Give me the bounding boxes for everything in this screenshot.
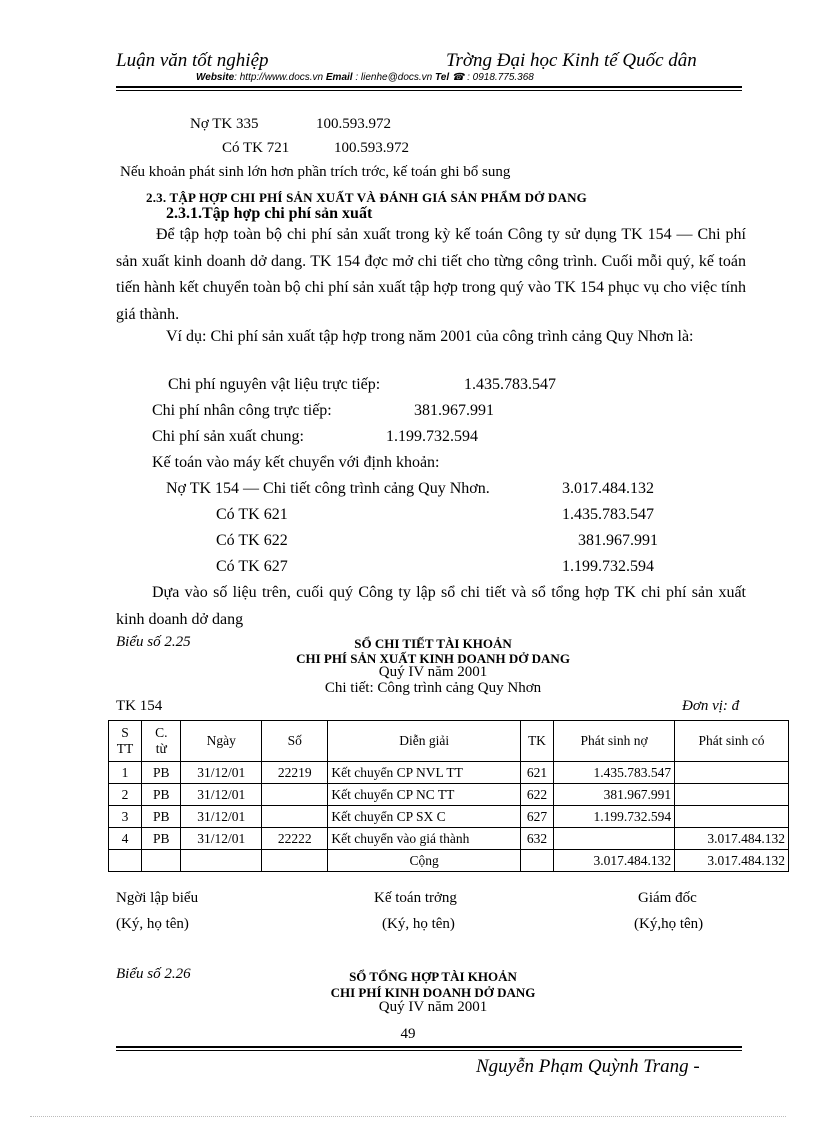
cost-amount-labor: 381.967.991: [414, 402, 494, 419]
cell-number: [262, 806, 328, 828]
email-value[interactable]: : lienhe@docs.vn: [355, 72, 433, 83]
posting-credit-627: Có TK 627: [216, 558, 288, 575]
cost-amount-general: 1.199.732.594: [386, 428, 478, 445]
paragraph-2: Ví dụ: Chi phí sản xuất tập hợp trong năm 2001 của công trình cảng Quy Nhơn là:: [166, 328, 694, 345]
entry-debit-335: Nợ TK 335: [190, 116, 259, 132]
form-225-title-2: CHI PHÍ SẢN XUẤT KINH DOANH DỞ DANG: [296, 651, 570, 666]
tel-label: Tel: [435, 72, 450, 83]
cost-label-labor: Chi phí nhân công trực tiếp:: [152, 402, 332, 419]
cell-credit: [675, 762, 789, 784]
cell-stt: 1: [109, 762, 142, 784]
phone-icon: ☎: [451, 72, 465, 83]
form-226-title-2: CHI PHÍ KINH DOANH DỞ DANG: [330, 985, 536, 1000]
signature-preparer: Ngời lập biểu: [116, 890, 199, 906]
posting-credit-627-amount: 1.199.732.594: [562, 558, 654, 575]
paragraph-1: Để tập hợp toàn bộ chi phí sản xuất trong kỳ kế toán Công ty sử dụng TK 154 — Chi phí sản xuất kinh doanh dở dang. TK 154 đợc mở chi tiết cho từng công trình. Cuối mỗi quý, kế toán tiến hành kết chuyển toàn bộ chi phí sản xuất tập hợp trong quý vào TK 154 phục vụ cho việc tính giá thành.: [116, 226, 746, 323]
form-226-title-1: SỔ TỔNG HỢP TÀI KHOẢN: [349, 969, 517, 984]
form-225-title-3: Quý IV năm 2001: [378, 664, 488, 680]
posting-credit-622-amount: 381.967.991: [578, 532, 658, 549]
cell-number: 22219: [262, 762, 328, 784]
form-225-title-1: SỔ CHI TIẾT TÀI KHOẢN: [354, 636, 512, 651]
cell-description: Kết chuyển CP SX C: [328, 806, 521, 828]
posting-debit-amount: 3.017.484.132: [562, 480, 654, 497]
cell-stt: 2: [109, 784, 142, 806]
posting-credit-621-amount: 1.435.783.547: [562, 506, 654, 523]
footer-rule: [116, 1046, 742, 1048]
cell-date: 31/12/01: [181, 828, 262, 850]
cell-date: 31/12/01: [181, 762, 262, 784]
email-label: Email: [325, 72, 353, 83]
cell-credit: [675, 806, 789, 828]
cost-label-materials: Chi phí nguyên vật liệu trực tiếp:: [168, 376, 381, 393]
website-value[interactable]: : http://www.docs.vn: [234, 72, 324, 83]
header-number: Số: [262, 721, 328, 762]
table-total-row: [109, 850, 789, 872]
cell-description: Kết chuyển CP NC TT: [328, 784, 521, 806]
header-rule-thin: [116, 90, 742, 91]
signature-preparer-note: (Ký, họ tên): [116, 916, 189, 932]
cell-voucher: PB: [142, 784, 181, 806]
header-rule: [116, 86, 742, 88]
ledger-table: [108, 720, 789, 872]
header-thesis-title: Luận văn tốt nghiệp: [116, 50, 269, 71]
table-header-row: [109, 721, 789, 762]
page-number: 49: [400, 1026, 416, 1042]
entry-credit-721: Có TK 721: [222, 140, 290, 156]
signature-director-note: (Ký,họ tên): [634, 916, 704, 932]
entry-debit-335-amount: 100.593.972: [316, 116, 391, 132]
header-stt: S TT: [109, 721, 142, 762]
paragraph-3: Dựa vào số liệu trên, cuối quý Công ty lập sổ chi tiết và sổ tổng hợp TK chi phí sản xuất kinh doanh dở dang: [116, 584, 746, 628]
tel-value: : 0918.775.368: [467, 72, 534, 83]
cost-label-general: Chi phí sản xuất chung:: [152, 428, 304, 445]
header-account: TK: [520, 721, 553, 762]
cell-stt: 3: [109, 806, 142, 828]
header-voucher: C. từ: [142, 721, 181, 762]
cell-account: 627: [520, 806, 553, 828]
cell-debit: [554, 828, 675, 850]
form-225-title-4: Chi tiết: Công trình cảng Quy Nhơn: [324, 680, 542, 696]
header-date: Ngày: [181, 721, 262, 762]
header-description: Diễn giải: [328, 721, 521, 762]
signature-chief-note: (Ký, họ tên): [382, 916, 455, 932]
total-debit: 3.017.484.132: [554, 850, 675, 872]
table-row: [109, 784, 789, 806]
posting-credit-622: Có TK 622: [216, 532, 288, 549]
cell-account: 622: [520, 784, 553, 806]
cell-date: 31/12/01: [181, 784, 262, 806]
subsection-heading: 2.3.1.Tập hợp chi phí sản xuất: [166, 205, 373, 222]
table-row: [109, 828, 789, 850]
cell-number: 22222: [262, 828, 328, 850]
cell-description: Kết chuyển CP NVL TT: [328, 762, 521, 784]
footer-rule-thin: [116, 1050, 742, 1051]
cell-voucher: PB: [142, 806, 181, 828]
posting-intro: Kế toán vào máy kết chuyển với định khoản:: [152, 454, 440, 471]
website-label: Website: [196, 72, 235, 83]
header-credit: Phát sinh có: [675, 721, 789, 762]
table-row: [109, 806, 789, 828]
cell-voucher: PB: [142, 762, 181, 784]
cell-credit: [675, 784, 789, 806]
cell-account: 632: [520, 828, 553, 850]
cell-number: [262, 784, 328, 806]
footer-author: Nguyễn Phạm Quỳnh Trang -: [476, 1056, 700, 1077]
form-226-title-3: Quý IV năm 2001: [378, 999, 488, 1015]
cell-description: Kết chuyển vào giá thành: [328, 828, 521, 850]
account-number: TK 154: [116, 698, 163, 714]
section-heading: 2.3. TẬP HỢP CHI PHÍ SẢN XUẤT VÀ ĐÁNH GIÁ SẢN PHẨM DỞ DANG: [146, 190, 587, 205]
header-contact: [196, 72, 534, 83]
total-credit: 3.017.484.132: [675, 850, 789, 872]
header-university: Trờng Đại học Kinh tế Quốc dân: [446, 50, 697, 71]
cost-amount-materials: 1.435.783.547: [464, 376, 556, 393]
cell-debit: 1.435.783.547: [554, 762, 675, 784]
form-225-label: Biểu số 2.25: [116, 634, 191, 650]
cell-debit: 381.967.991: [554, 784, 675, 806]
header-debit: Phát sinh nợ: [554, 721, 675, 762]
page-bottom-divider: [30, 1116, 786, 1117]
cell-voucher: PB: [142, 828, 181, 850]
unit-label: Đơn vị: đ: [682, 698, 740, 714]
cell-debit: 1.199.732.594: [554, 806, 675, 828]
cell-credit: 3.017.484.132: [675, 828, 789, 850]
cell-stt: 4: [109, 828, 142, 850]
cell-account: 621: [520, 762, 553, 784]
signature-chief-accountant: Kế toán trởng: [374, 890, 457, 906]
table-row: [109, 762, 789, 784]
total-label: Cộng: [328, 850, 521, 872]
entry-credit-721-amount: 100.593.972: [334, 140, 409, 156]
posting-credit-621: Có TK 621: [216, 506, 288, 523]
cell-date: 31/12/01: [181, 806, 262, 828]
posting-debit-label: Nợ TK 154 — Chi tiết công trình cảng Quy Nhơn.: [166, 480, 490, 497]
form-226-label: Biểu số 2.26: [116, 966, 191, 982]
signature-director: Giám đốc: [638, 890, 697, 906]
note-line: Nếu khoản phát sinh lớn hơn phần trích trớc, kế toán ghi bổ sung: [120, 164, 511, 180]
